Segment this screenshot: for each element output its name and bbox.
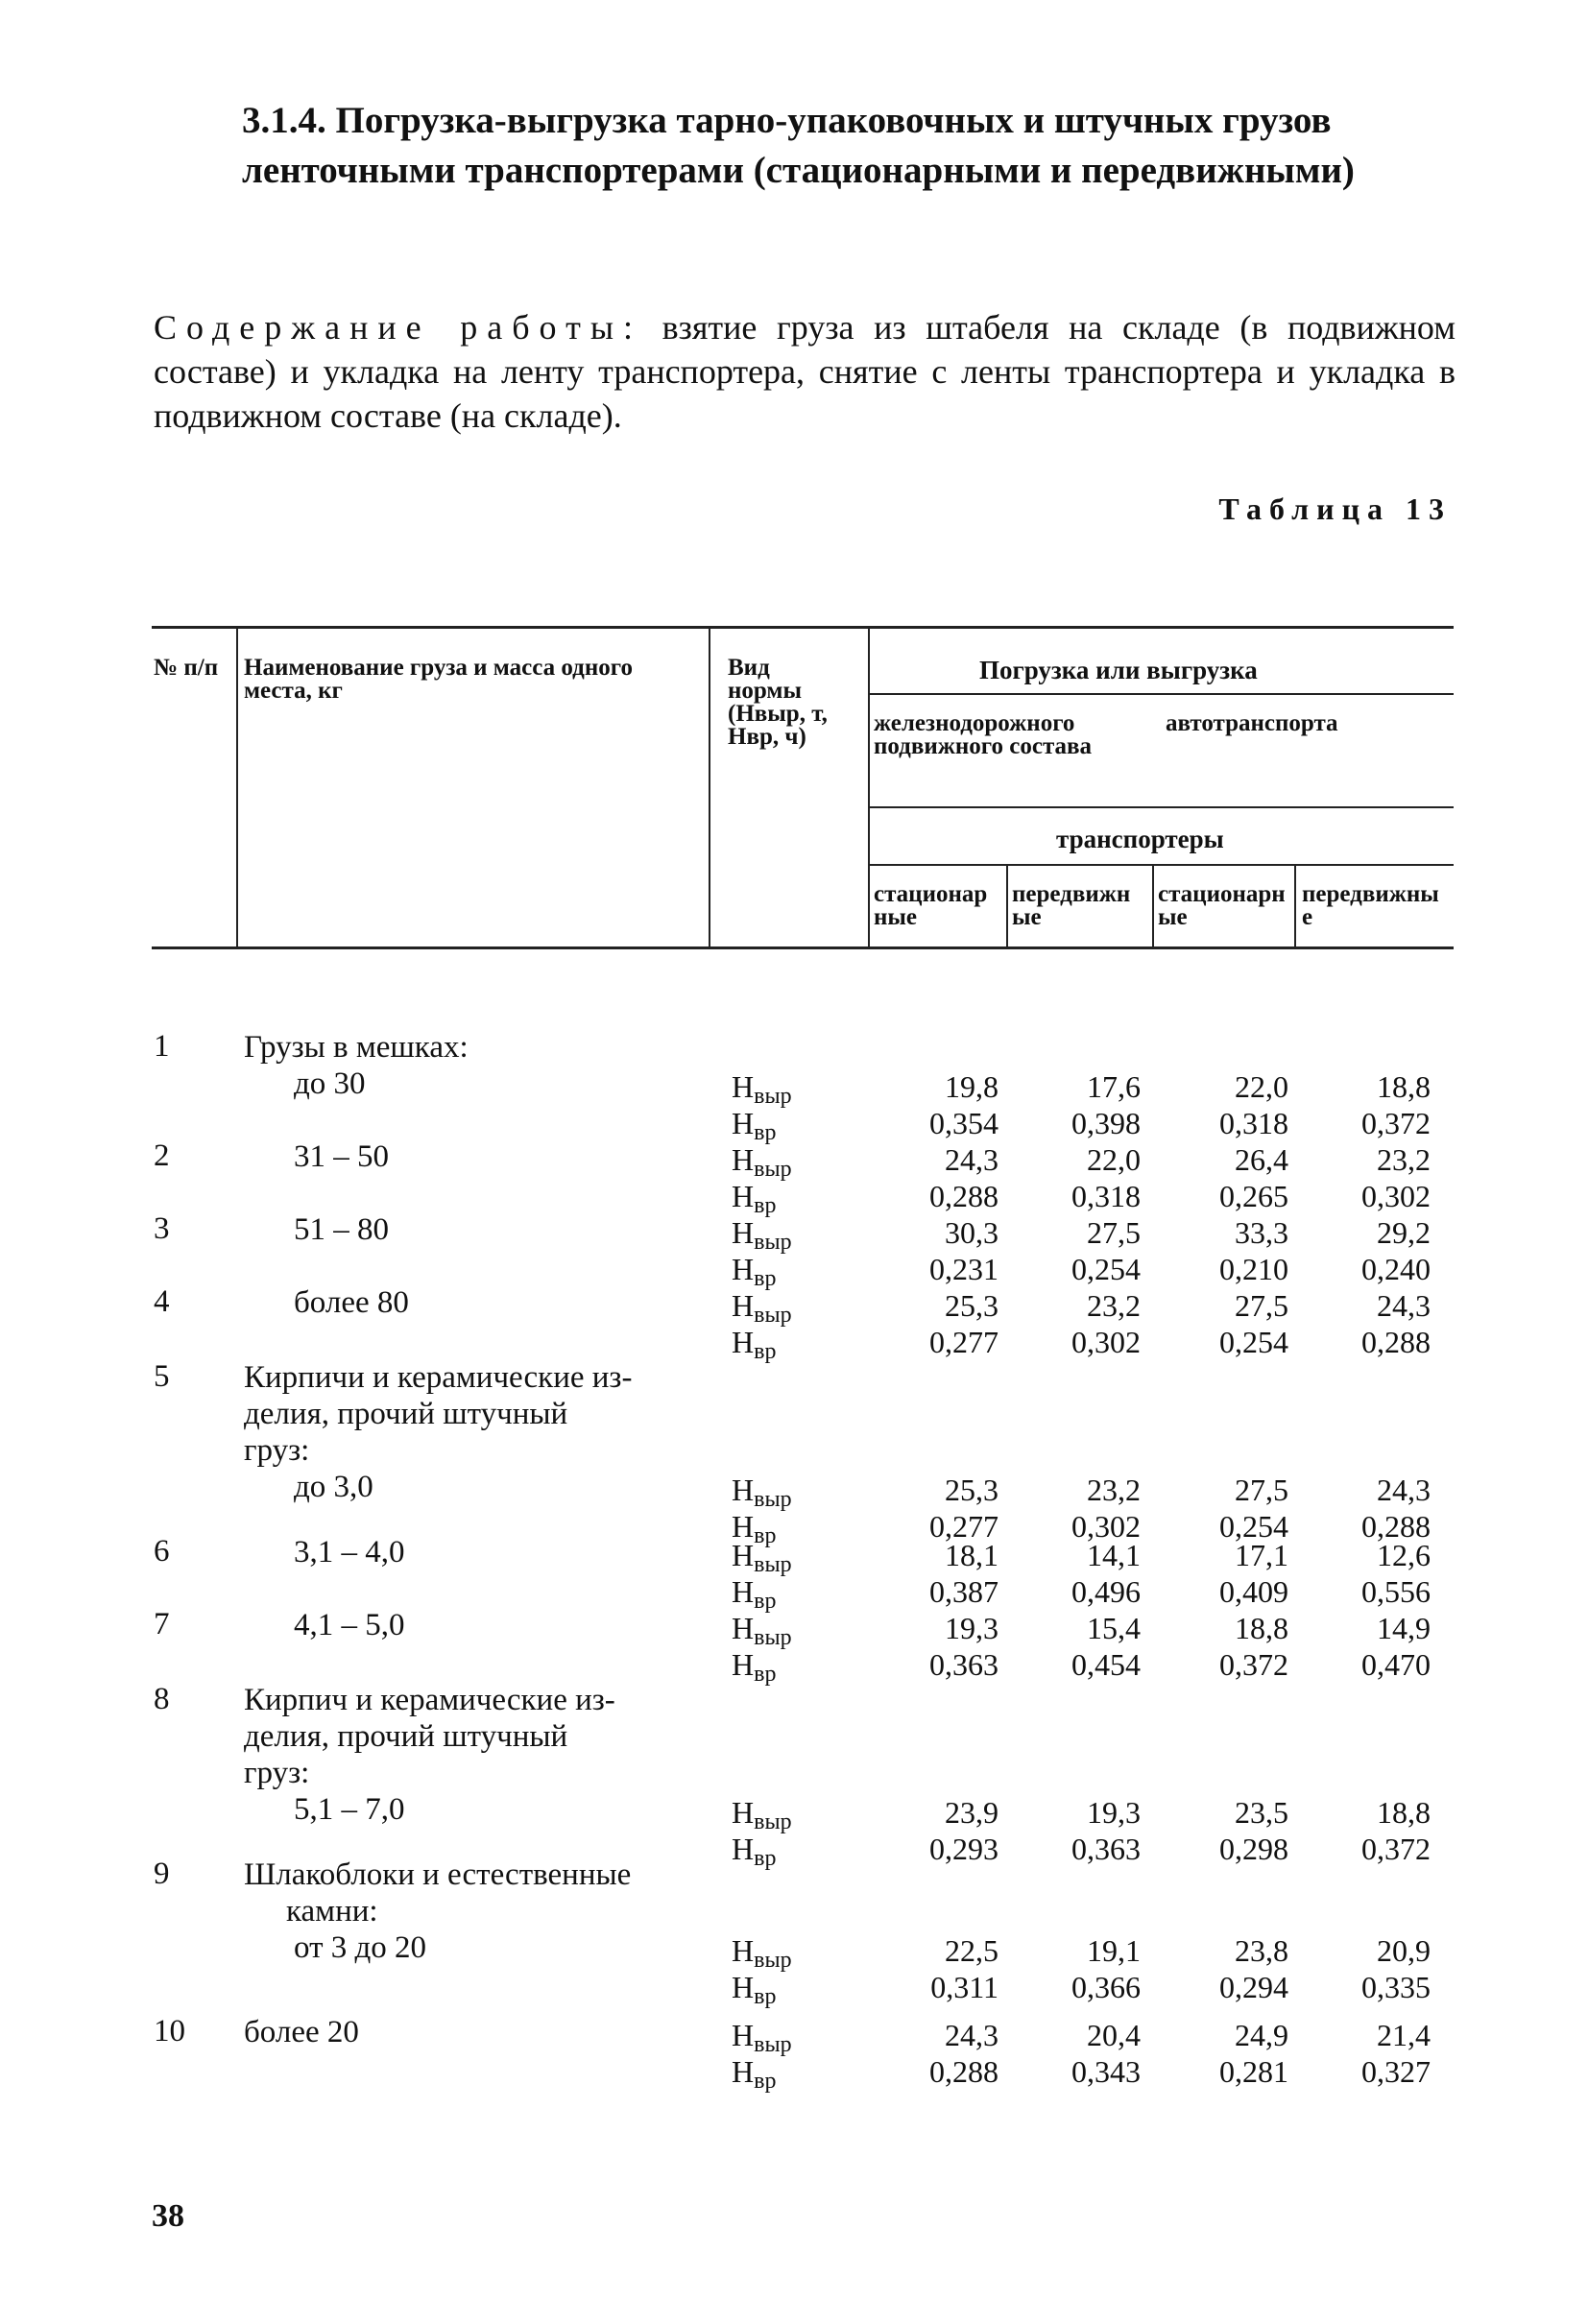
row-name: более 80 xyxy=(294,1285,409,1320)
time-value: 0,254 xyxy=(1219,1325,1288,1359)
time-value: 0,288 xyxy=(1361,1509,1431,1544)
header-kind: Вид нормы (Нвыр, т, Нвр, ч) xyxy=(728,655,828,750)
output-value: 18,8 xyxy=(1377,1069,1431,1104)
time-value: 0,298 xyxy=(1219,1832,1288,1866)
norm-output-label: $Н_{выр}$ xyxy=(732,1933,792,1973)
time-value: 0,302 xyxy=(1071,1325,1141,1359)
time-value: 0,318 xyxy=(1071,1179,1141,1213)
output-value: 15,4 xyxy=(1087,1611,1141,1645)
row-number: 7 xyxy=(154,1607,170,1641)
time-value: 0,409 xyxy=(1219,1574,1288,1609)
time-value: 0,343 xyxy=(1071,2054,1141,2089)
norm-time-label: $Н_{вр}$ xyxy=(732,1252,777,1291)
output-value: 27,5 xyxy=(1087,1215,1141,1250)
output-value: 24,3 xyxy=(945,1142,999,1177)
row-number: 5 xyxy=(154,1359,170,1394)
row-number: 1 xyxy=(154,1029,170,1064)
row-number: 6 xyxy=(154,1534,170,1569)
time-value: 0,254 xyxy=(1071,1252,1141,1286)
time-value: 0,556 xyxy=(1361,1574,1431,1609)
output-value: 22,0 xyxy=(1087,1142,1141,1177)
time-value: 0,302 xyxy=(1071,1509,1141,1544)
time-value: 0,363 xyxy=(1071,1832,1141,1866)
output-value: 26,4 xyxy=(1235,1142,1288,1177)
output-value: 23,2 xyxy=(1087,1288,1141,1323)
output-value: 22,0 xyxy=(1235,1069,1288,1104)
row-name: 31 – 50 xyxy=(294,1139,389,1174)
time-value: 0,318 xyxy=(1219,1106,1288,1140)
row-number: 3 xyxy=(154,1211,170,1246)
output-value: 27,5 xyxy=(1235,1288,1288,1323)
kind-subrule xyxy=(870,806,1454,808)
norm-time-label: $Н_{вр}$ xyxy=(732,1509,777,1548)
output-value: 17,6 xyxy=(1087,1069,1141,1104)
conveyor-subrule xyxy=(870,864,1454,866)
op-subrule xyxy=(870,693,1454,695)
row-name: Кирпич и керамические из- xyxy=(244,1683,615,1717)
output-value: 18,1 xyxy=(945,1538,999,1572)
time-value: 0,277 xyxy=(929,1509,999,1544)
header-col-2: передвижные xyxy=(1012,881,1131,930)
table-top-rule xyxy=(152,626,1454,629)
table-caption: Таблица 13 xyxy=(1218,491,1452,526)
header-name: Наименование груза и масса одного места, кг xyxy=(244,655,633,704)
norm-time-label: $Н_{вр}$ xyxy=(732,1970,777,2009)
time-value: 0,288 xyxy=(929,1179,999,1213)
norm-time-label: $Н_{вр}$ xyxy=(732,1179,777,1218)
norm-output-label: $Н_{выр}$ xyxy=(732,1142,792,1182)
header-col-1: стационарные xyxy=(874,881,988,930)
work-content-text: взятие груза из штабеля на складе (в подвижном составе) и укладка на ленту транспортера, снятие с ленты транспортера и укладка в подвижном составе (на складе). xyxy=(154,308,1456,435)
row-name: Шлакоблоки и естественные xyxy=(244,1857,632,1892)
output-value: 19,1 xyxy=(1087,1933,1141,1968)
norm-output-label: $Н_{выр}$ xyxy=(732,1538,792,1577)
time-value: 0,288 xyxy=(1361,1325,1431,1359)
norm-output-label: $Н_{выр}$ xyxy=(732,2018,792,2057)
header-operation: Погрузка или выгрузка xyxy=(979,656,1258,684)
time-value: 0,335 xyxy=(1361,1970,1431,2004)
header-conveyors: транспортеры xyxy=(1056,825,1224,853)
time-value: 0,302 xyxy=(1361,1179,1431,1213)
output-value: 19,3 xyxy=(945,1611,999,1645)
col-divider-4 xyxy=(1006,864,1008,946)
time-value: 0,281 xyxy=(1219,2054,1288,2089)
table-header-bottom-rule xyxy=(152,946,1454,949)
output-value: 19,3 xyxy=(1087,1795,1141,1830)
header-auto: автотранспорта xyxy=(1166,710,1338,736)
col-divider-3 xyxy=(868,626,870,946)
output-value: 27,5 xyxy=(1235,1473,1288,1507)
time-value: 0,231 xyxy=(929,1252,999,1286)
header-col-4: передвижные xyxy=(1302,881,1439,930)
norm-output-label: $Н_{выр}$ xyxy=(732,1215,792,1255)
row-name: 4,1 – 5,0 xyxy=(294,1608,405,1642)
output-value: 20,9 xyxy=(1377,1933,1431,1968)
header-rail: железнодорожного подвижного состава xyxy=(874,710,1093,759)
row-name: до 30 xyxy=(294,1066,366,1101)
row-number: 9 xyxy=(154,1857,170,1891)
time-value: 0,240 xyxy=(1361,1252,1431,1286)
time-value: 0,265 xyxy=(1219,1179,1288,1213)
header-col-3: стационарные xyxy=(1158,881,1286,930)
time-value: 0,277 xyxy=(929,1325,999,1359)
row-name: делия, прочий штучный xyxy=(244,1397,568,1431)
output-value: 20,4 xyxy=(1087,2018,1141,2052)
col-divider-2 xyxy=(709,626,710,946)
output-value: 23,5 xyxy=(1235,1795,1288,1830)
norm-output-label: $Н_{выр}$ xyxy=(732,1069,792,1109)
col-divider-1 xyxy=(236,626,238,946)
output-value: 19,8 xyxy=(945,1069,999,1104)
row-number: 8 xyxy=(154,1682,170,1716)
output-value: 29,2 xyxy=(1377,1215,1431,1250)
time-value: 0,327 xyxy=(1361,2054,1431,2089)
row-name: от 3 до 20 xyxy=(294,1930,427,1965)
output-value: 25,3 xyxy=(945,1288,999,1323)
row-name: Кирпичи и керамические из- xyxy=(244,1360,633,1395)
output-value: 24,3 xyxy=(945,2018,999,2052)
norm-output-label: $Н_{выр}$ xyxy=(732,1473,792,1512)
output-value: 14,9 xyxy=(1377,1611,1431,1645)
row-number: 10 xyxy=(154,2014,185,2048)
row-name: Грузы в мешках: xyxy=(244,1030,469,1065)
output-value: 22,5 xyxy=(945,1933,999,1968)
time-value: 0,293 xyxy=(929,1832,999,1866)
output-value: 23,2 xyxy=(1087,1473,1141,1507)
time-value: 0,294 xyxy=(1219,1970,1288,2004)
time-value: 0,372 xyxy=(1361,1832,1431,1866)
output-value: 24,3 xyxy=(1377,1288,1431,1323)
norm-time-label: $Н_{вр}$ xyxy=(732,1106,777,1145)
time-value: 0,311 xyxy=(930,1970,999,2004)
output-value: 33,3 xyxy=(1235,1215,1288,1250)
row-name: 51 – 80 xyxy=(294,1212,389,1247)
output-value: 23,9 xyxy=(945,1795,999,1830)
row-name: груз: xyxy=(244,1756,310,1790)
norm-time-label: $Н_{вр}$ xyxy=(732,1647,777,1687)
output-value: 23,8 xyxy=(1235,1933,1288,1968)
time-value: 0,454 xyxy=(1071,1647,1141,1682)
row-name: 3,1 – 4,0 xyxy=(294,1535,405,1569)
row-name: камни: xyxy=(286,1894,378,1929)
output-value: 23,2 xyxy=(1377,1142,1431,1177)
row-number: 4 xyxy=(154,1284,170,1319)
work-content-label: Содержание работы: xyxy=(154,308,643,347)
output-value: 21,4 xyxy=(1377,2018,1431,2052)
header-num: № п/п xyxy=(154,655,219,681)
norm-output-label: $Н_{выр}$ xyxy=(732,1611,792,1650)
output-value: 18,8 xyxy=(1377,1795,1431,1830)
time-value: 0,496 xyxy=(1071,1574,1141,1609)
row-number: 2 xyxy=(154,1138,170,1173)
output-value: 12,6 xyxy=(1377,1538,1431,1572)
norm-time-label: $Н_{вр}$ xyxy=(732,1574,777,1614)
time-value: 0,210 xyxy=(1219,1252,1288,1286)
output-value: 18,8 xyxy=(1235,1611,1288,1645)
row-name: до 3,0 xyxy=(294,1470,373,1504)
row-name: 5,1 – 7,0 xyxy=(294,1792,405,1827)
row-name: груз: xyxy=(244,1433,310,1468)
norm-output-label: $Н_{выр}$ xyxy=(732,1795,792,1834)
page-number: 38 xyxy=(152,2198,184,2234)
norm-time-label: $Н_{вр}$ xyxy=(732,2054,777,2094)
output-value: 30,3 xyxy=(945,1215,999,1250)
norm-time-label: $Н_{вр}$ xyxy=(732,1832,777,1871)
norm-output-label: $Н_{выр}$ xyxy=(732,1288,792,1328)
output-value: 14,1 xyxy=(1087,1538,1141,1572)
time-value: 0,372 xyxy=(1219,1647,1288,1682)
section-title: 3.1.4. Погрузка-выгрузка тарно-упаковочных и штучных грузов ленточными транспортерами (стационарными и передвижными) xyxy=(242,100,1355,191)
output-value: 24,9 xyxy=(1235,2018,1288,2052)
time-value: 0,470 xyxy=(1361,1647,1431,1682)
time-value: 0,354 xyxy=(929,1106,999,1140)
time-value: 0,387 xyxy=(929,1574,999,1609)
time-value: 0,398 xyxy=(1071,1106,1141,1140)
time-value: 0,254 xyxy=(1219,1509,1288,1544)
time-value: 0,366 xyxy=(1071,1970,1141,2004)
row-name: делия, прочий штучный xyxy=(244,1719,568,1754)
work-content xyxy=(154,305,1456,438)
time-value: 0,372 xyxy=(1361,1106,1431,1140)
output-value: 25,3 xyxy=(945,1473,999,1507)
col-divider-6 xyxy=(1294,864,1296,946)
time-value: 0,363 xyxy=(929,1647,999,1682)
row-name: более 20 xyxy=(244,2015,359,2049)
norm-time-label: $Н_{вр}$ xyxy=(732,1325,777,1364)
output-value: 24,3 xyxy=(1377,1473,1431,1507)
col-divider-5 xyxy=(1152,864,1154,946)
output-value: 17,1 xyxy=(1235,1538,1288,1572)
time-value: 0,288 xyxy=(929,2054,999,2089)
